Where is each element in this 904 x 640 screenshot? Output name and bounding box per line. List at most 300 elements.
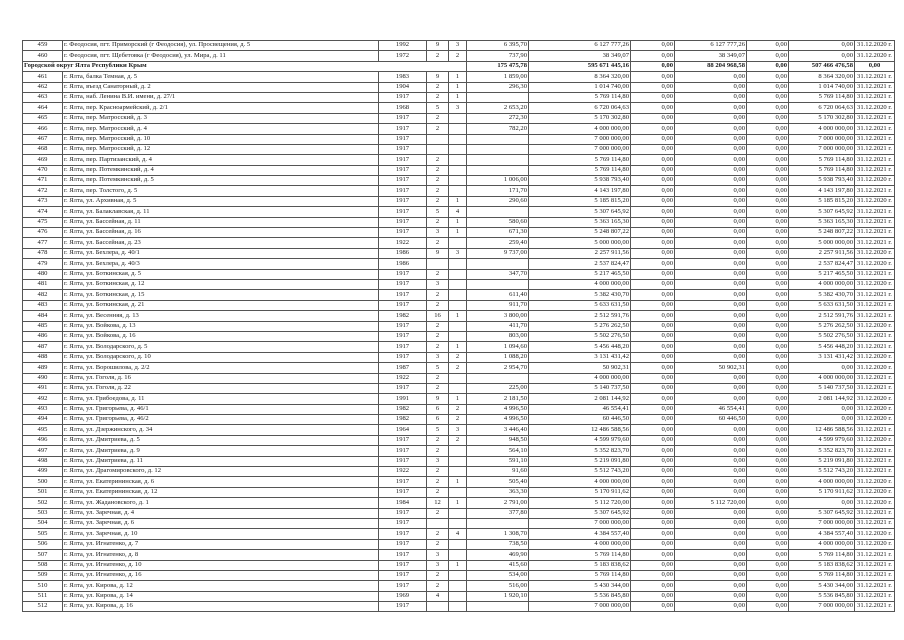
table-row [23,176,895,186]
area-cell [467,92,529,102]
floors-cell: 2 [427,570,449,580]
row-number: 468 [23,144,63,154]
year-cell: 1917 [379,134,427,144]
fund-4-cell: 5 217 465,50 [789,269,855,279]
deadline-cell: 31.12.2021 г. [855,155,895,165]
area-cell [467,207,529,217]
deadline-cell: 31.12.2021 г. [855,113,895,123]
year-cell: 1986 [379,259,427,269]
cost-cell: 46 554,41 [529,404,631,414]
fund-2-cell: 0,00 [675,550,747,560]
fund-2-cell: 0,00 [675,352,747,362]
fund-3-cell: 0,00 [747,373,789,383]
year-cell: 1917 [379,456,427,466]
fund-2-cell: 0,00 [675,72,747,82]
fund-4-cell: 5 307 645,92 [789,207,855,217]
row-number: 512 [23,602,63,612]
fund-3-cell: 0,00 [747,248,789,258]
fund-3-cell: 0,00 [747,394,789,404]
row-number: 500 [23,477,63,487]
year-cell: 1917 [379,331,427,341]
row-number: 494 [23,415,63,425]
row-number: 492 [23,394,63,404]
fund-3-cell: 0,00 [747,518,789,528]
row-number: 499 [23,467,63,477]
floors-cell: 3 [427,279,449,289]
fund-4-cell: 0,00 [789,41,855,51]
year-cell: 1917 [379,144,427,154]
floors-cell: 6 [427,415,449,425]
address-cell: г. Ялта, ул. Бассейная, д. 16 [63,228,379,238]
fund-3-cell: 0,00 [747,446,789,456]
fund-1-cell: 0,00 [631,176,675,186]
table-row [23,228,895,238]
entrances-cell [449,581,467,591]
fund-3-cell: 0,00 [747,113,789,123]
fund-4-cell: 5 183 838,62 [789,560,855,570]
cost-cell: 7 000 000,00 [529,602,631,612]
table-row [23,103,895,113]
cost-cell: 5 219 091,80 [529,456,631,466]
area-cell: 296,30 [467,82,529,92]
year-cell: 1922 [379,238,427,248]
fund-1-cell: 0,00 [631,456,675,466]
fund-3-cell: 0,00 [747,550,789,560]
address-cell: г. Ялта, ул. Драгомировского, д. 12 [63,467,379,477]
deadline-cell: 31.12.2021 г. [855,311,895,321]
cost-cell: 38 349,07 [529,51,631,61]
table-row [23,508,895,518]
fund-1-cell: 0,00 [631,570,675,580]
deadline-cell: 31.12.2021 г. [855,124,895,134]
address-cell: г. Ялта, ул. Архивная, д. 5 [63,196,379,206]
table-row [23,467,895,477]
fund-4-cell: 4 384 557,40 [789,529,855,539]
entrances-cell [449,124,467,134]
deadline-cell: 31.12.2021 г. [855,560,895,570]
cost-cell: 5 217 465,50 [529,269,631,279]
table-row [23,383,895,393]
cost-cell: 4 000 000,00 [529,477,631,487]
area-cell: 2 653,20 [467,103,529,113]
fund-2-cell: 0,00 [675,217,747,227]
address-cell: г. Ялта, ул. Екатерининская, д. 6 [63,477,379,487]
cost-cell: 7 000 000,00 [529,144,631,154]
row-number: 476 [23,228,63,238]
fund-4-cell: 2 537 824,47 [789,259,855,269]
cost-cell: 5 000 000,00 [529,238,631,248]
deadline-cell: 31.12.2020 г. [855,363,895,373]
area-cell: 738,50 [467,539,529,549]
table-row [23,498,895,508]
fund-3-cell: 0,00 [747,269,789,279]
year-cell: 1917 [379,300,427,310]
table-row [23,425,895,435]
address-cell: г. Ялта, ул. Ворошилова, д. 2/2 [63,363,379,373]
floors-cell: 2 [427,269,449,279]
year-cell: 1922 [379,467,427,477]
entrances-cell: 2 [449,363,467,373]
table-row [23,435,895,445]
address-cell: г. Ялта, ул. Весенняя, д. 13 [63,311,379,321]
floors-cell [427,134,449,144]
fund-4-cell: 6 720 064,63 [789,103,855,113]
fund-2-cell: 0,00 [675,602,747,612]
floors-cell: 2 [427,331,449,341]
area-cell [467,155,529,165]
fund-1-cell: 0,00 [631,383,675,393]
entrances-cell: 2 [449,435,467,445]
row-number: 506 [23,539,63,549]
deadline-cell: 31.12.2021 г. [855,591,895,601]
deadline-cell: 31.12.2020 г. [855,196,895,206]
cost-cell: 5 769 114,80 [529,570,631,580]
row-number: 502 [23,498,63,508]
fund-3-cell: 0,00 [747,165,789,175]
deadline-cell: 31.12.2020 г. [855,321,895,331]
address-cell: г. Ялта, ул. Войкова, д. 16 [63,331,379,341]
cost-cell: 4 143 197,80 [529,186,631,196]
entrances-cell: 1 [449,394,467,404]
table-row [23,300,895,310]
address-cell: г. Ялта, пер. Матросский, д. 3 [63,113,379,123]
fund-1-cell: 0,00 [631,134,675,144]
fund-1-cell: 0,00 [631,238,675,248]
deadline-cell: 31.12.2020 г. [855,352,895,362]
fund-1-cell: 0,00 [631,124,675,134]
cost-cell: 5 307 645,92 [529,508,631,518]
fund-1-cell: 0,00 [631,581,675,591]
deadline-cell: 31.12.2021 г. [855,456,895,466]
year-cell: 1917 [379,570,427,580]
table-row [23,186,895,196]
fund-2-cell: 0,00 [675,508,747,518]
year-cell: 1986 [379,248,427,258]
entrances-cell [449,134,467,144]
table-row [23,487,895,497]
fund-4-cell: 0,00 [789,498,855,508]
row-number: 479 [23,259,63,269]
fund-4-cell: 0,00 [789,363,855,373]
fund-3-cell: 0,00 [747,467,789,477]
deadline-cell: 31.12.2021 г. [855,290,895,300]
area-cell [467,518,529,528]
entrances-cell [449,383,467,393]
deadline-cell: 31.12.2020 г. [855,404,895,414]
entrances-cell: 3 [449,248,467,258]
address-cell: г. Ялта, пер. Красноармейский, д. 2/1 [63,103,379,113]
fund-1-cell: 0,00 [631,217,675,227]
entrances-cell [449,144,467,154]
entrances-cell [449,290,467,300]
row-number: 473 [23,196,63,206]
year-cell: 1969 [379,591,427,601]
table-row [23,279,895,289]
table-row [23,456,895,466]
table-row [23,331,895,341]
fund-1-cell: 0,00 [631,248,675,258]
row-number: 482 [23,290,63,300]
row-number: 465 [23,113,63,123]
fund-3-cell: 0,00 [747,311,789,321]
year-cell: 1917 [379,446,427,456]
fund-3-cell: 0,00 [747,560,789,570]
fund-3-cell: 0,00 [747,529,789,539]
table-row [23,446,895,456]
fund-1-cell: 0,00 [631,321,675,331]
fund-1-cell: 0,00 [631,425,675,435]
floors-cell: 2 [427,529,449,539]
fund-2-cell: 60 446,50 [675,415,747,425]
table-row [23,124,895,134]
area-cell: 591,10 [467,456,529,466]
area-cell [467,602,529,612]
fund-1-cell: 0,00 [631,269,675,279]
address-cell: г. Ялта, ул. Гоголя, д. 22 [63,383,379,393]
fund-2-cell: 0,00 [675,467,747,477]
fund-3-cell: 0,00 [747,134,789,144]
fund-1-cell: 0,00 [631,186,675,196]
area-cell: 2 181,50 [467,394,529,404]
deadline-cell: 31.12.2021 г. [855,570,895,580]
fund-1-cell: 0,00 [631,279,675,289]
deadline-cell: 31.12.2021 г. [855,228,895,238]
year-cell: 1982 [379,415,427,425]
deadline-cell: 31.12.2021 г. [855,446,895,456]
fund-3-cell: 0,00 [747,144,789,154]
floors-cell: 16 [427,311,449,321]
deadline-cell: 31.12.2021 г. [855,602,895,612]
row-number: 478 [23,248,63,258]
year-cell: 1917 [379,155,427,165]
entrances-cell: 3 [449,425,467,435]
region-label: Городской округ Ялта Республики Крым [23,61,467,71]
floors-cell [427,259,449,269]
table-row [23,518,895,528]
fund-4-cell: 2 081 144,92 [789,394,855,404]
row-number: 469 [23,155,63,165]
fund-3-cell: 0,00 [747,435,789,445]
cost-cell: 50 902,31 [529,363,631,373]
area-cell [467,134,529,144]
fund-4-cell: 0,00 [789,415,855,425]
year-cell: 1917 [379,539,427,549]
cost-cell: 5 140 737,50 [529,383,631,393]
year-cell: 1917 [379,269,427,279]
address-cell: г. Ялта, ул. Заречная, д. 6 [63,518,379,528]
address-cell: г. Ялта, пер. Толстого, д. 5 [63,186,379,196]
cost-cell: 4 384 557,40 [529,529,631,539]
row-number: 470 [23,165,63,175]
address-cell: г. Ялта, ул. Бассейная, д. 11 [63,217,379,227]
entrances-cell [449,186,467,196]
fund-1-cell: 0,00 [631,290,675,300]
fund-1-cell: 0,00 [631,72,675,82]
entrances-cell [449,259,467,269]
table-row [23,217,895,227]
fund-2-cell: 0,00 [675,394,747,404]
housing-register-table [22,40,895,612]
year-cell: 1917 [379,352,427,362]
address-cell: г. Ялта, ул. Володарского, д. 5 [63,342,379,352]
address-cell: г. Ялта, пер. Партизанский, д. 4 [63,155,379,165]
row-number: 466 [23,124,63,134]
year-cell: 1917 [379,207,427,217]
floors-cell: 3 [427,456,449,466]
entrances-cell: 1 [449,477,467,487]
fund-1-cell: 0,00 [631,311,675,321]
address-cell: г. Ялта, ул. Кирова, д. 12 [63,581,379,591]
row-number: 484 [23,311,63,321]
table-row [23,352,895,362]
area-cell: 3 800,00 [467,311,529,321]
table-row [23,113,895,123]
cost-cell: 5 183 838,62 [529,560,631,570]
fund-2-cell: 0,00 [675,248,747,258]
address-cell: г. Ялта, ул. Екатерининская, д. 12 [63,487,379,497]
fund-1-cell: 0,00 [631,591,675,601]
deadline-cell: 31.12.2020 г. [855,41,895,51]
fund-3-cell: 0,00 [747,207,789,217]
deadline-cell: 31.12.2021 г. [855,467,895,477]
year-cell: 1991 [379,394,427,404]
fund-4-cell: 5 938 793,40 [789,176,855,186]
fund-4-cell: 1 014 740,00 [789,82,855,92]
floors-cell: 4 [427,591,449,601]
year-cell: 1922 [379,373,427,383]
entrances-cell [449,539,467,549]
fund-4-cell: 5 185 815,20 [789,196,855,206]
entrances-cell [449,176,467,186]
row-number: 474 [23,207,63,217]
row-number: 483 [23,300,63,310]
year-cell: 1917 [379,196,427,206]
floors-cell: 5 [427,207,449,217]
cost-cell: 2 512 591,76 [529,311,631,321]
fund-4-cell: 3 131 431,42 [789,352,855,362]
fund-4-cell: 5 219 091,80 [789,456,855,466]
row-number: 511 [23,591,63,601]
table-row [23,259,895,269]
entrances-cell: 2 [449,404,467,414]
year-cell: 1917 [379,279,427,289]
fund-3-cell: 0,00 [747,591,789,601]
floors-cell: 2 [427,373,449,383]
fund-2-cell: 0,00 [675,155,747,165]
floors-cell: 2 [427,92,449,102]
deadline-cell: 31.12.2021 г. [855,425,895,435]
area-cell: 377,80 [467,508,529,518]
deadline-cell: 31.12.2021 г. [855,508,895,518]
area-cell: 347,70 [467,269,529,279]
table-row [23,570,895,580]
floors-cell: 3 [427,352,449,362]
area-cell: 290,60 [467,196,529,206]
entrances-cell: 1 [449,342,467,352]
entrances-cell: 1 [449,196,467,206]
fund-2-cell: 0,00 [675,113,747,123]
fund-1-cell: 0,00 [631,228,675,238]
floors-cell: 12 [427,498,449,508]
fund-3-cell: 0,00 [747,72,789,82]
floors-cell: 2 [427,124,449,134]
area-cell: 9 737,00 [467,248,529,258]
fund-1-cell: 0,00 [631,259,675,269]
address-cell: г. Ялта, ул. Бехлера, д. 40/1 [63,248,379,258]
fund-1-cell: 0,00 [631,529,675,539]
fund-2-cell: 0,00 [675,269,747,279]
entrances-cell [449,113,467,123]
row-number: 498 [23,456,63,466]
fund-3-cell: 0,00 [747,352,789,362]
year-cell: 1984 [379,498,427,508]
fund-3-cell: 0,00 [747,279,789,289]
fund-3-cell: 0,00 [747,259,789,269]
fund-1-cell: 0,00 [631,331,675,341]
floors-cell [427,602,449,612]
row-number: 477 [23,238,63,248]
year-cell: 1992 [379,41,427,51]
entrances-cell: 2 [449,352,467,362]
cost-cell: 5 363 165,30 [529,217,631,227]
table-row [23,311,895,321]
fund-1-cell: 0,00 [631,155,675,165]
deadline-cell: 31.12.2021 г. [855,92,895,102]
floors-cell: 9 [427,72,449,82]
deadline-cell: 31.12.2021 г. [855,207,895,217]
cost-cell: 5 512 743,20 [529,467,631,477]
table-row [23,155,895,165]
fund-1-cell: 0,00 [631,363,675,373]
fund-4-cell: 5 382 430,70 [789,290,855,300]
address-cell: г. Ялта, балка Темная, д. 5 [63,72,379,82]
fund-2-cell: 0,00 [675,331,747,341]
entrances-cell [449,279,467,289]
row-number: 504 [23,518,63,528]
entrances-cell [449,446,467,456]
row-number: 467 [23,134,63,144]
area-cell: 505,40 [467,477,529,487]
row-number: 508 [23,560,63,570]
address-cell: г. Ялта, пер. Матросский, д. 12 [63,144,379,154]
floors-cell: 2 [427,581,449,591]
fund-2-cell: 0,00 [675,591,747,601]
table-row [23,602,895,612]
cost-cell: 5 769 114,80 [529,550,631,560]
address-cell: г. Ялта, ул. Боткинская, д. 5 [63,269,379,279]
fund-2-cell: 46 554,41 [675,404,747,414]
entrances-cell [449,508,467,518]
table-row [23,72,895,82]
fund-1-cell: 0,00 [631,539,675,549]
entrances-cell [449,467,467,477]
year-cell: 1917 [379,217,427,227]
row-number: 491 [23,383,63,393]
entrances-cell [449,238,467,248]
area-cell: 363,30 [467,487,529,497]
year-cell: 1982 [379,311,427,321]
fund-3-cell: 0,00 [747,363,789,373]
cost-cell: 6 127 777,26 [529,41,631,51]
fund-3-cell: 0,00 [747,477,789,487]
entrances-cell [449,487,467,497]
fund-2-cell: 0,00 [675,82,747,92]
row-number: 481 [23,279,63,289]
fund-1-cell: 0,00 [631,404,675,414]
address-cell: г. Ялта, ул. Дмитриева, д. 5 [63,435,379,445]
fund-2-cell: 0,00 [675,144,747,154]
fund-1-cell: 0,00 [631,92,675,102]
